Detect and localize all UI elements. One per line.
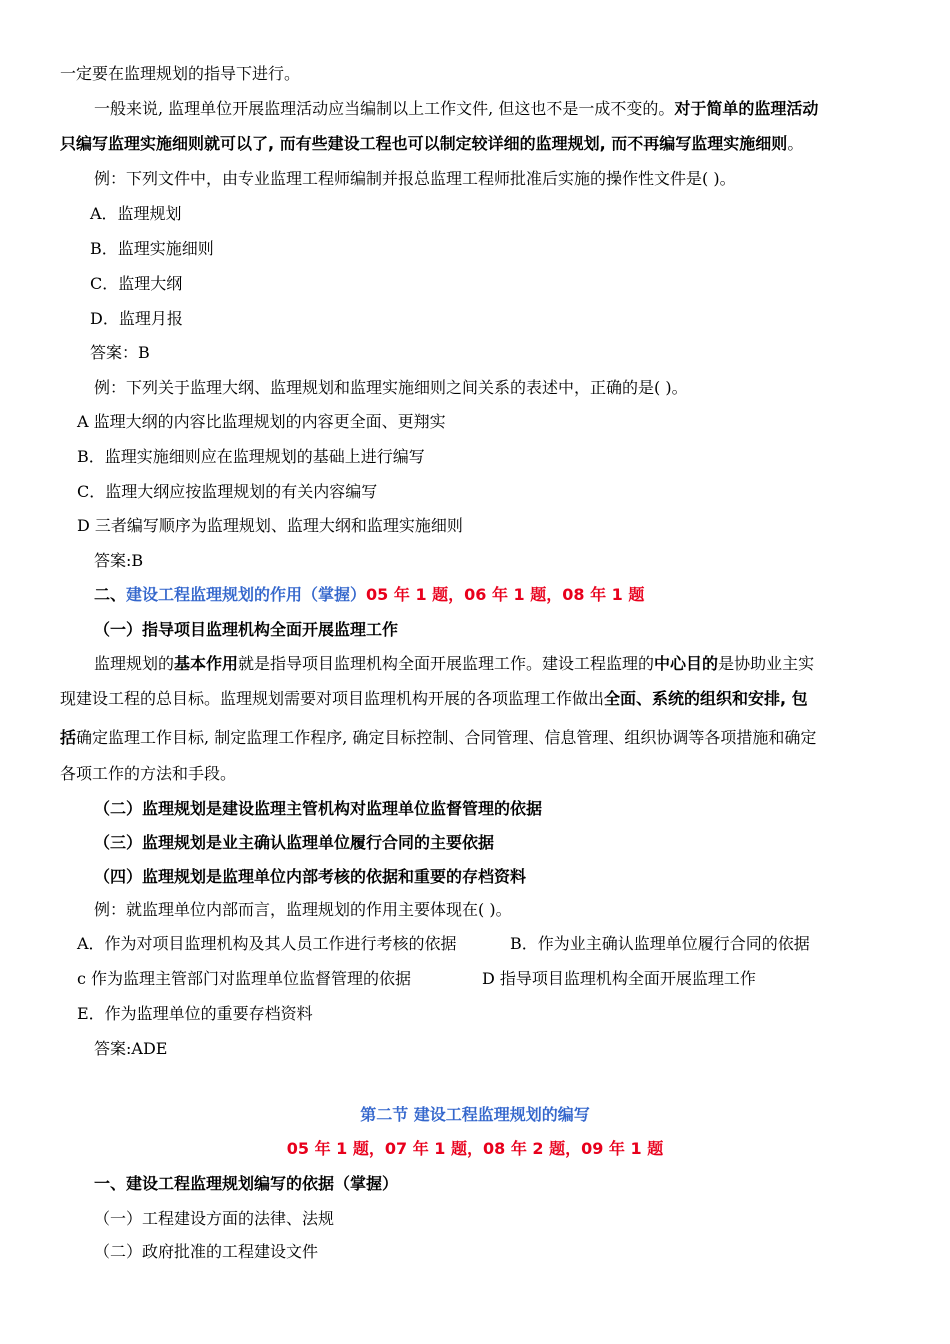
basis-item-1: （一）工程建设方面的法律、法规 [94,1209,335,1228]
role-para-line-4: 各项工作的方法和手段。 [60,764,237,783]
general-normal-text: 一般来说, 监理单位开展监理活动应当编制以上工作文件, 但这也不是一成不变的。 [94,99,675,118]
role-para-line-1 [94,654,814,674]
example-1-option-d: D．监理月报 [90,309,183,328]
role-para-bold: , 包 [780,689,808,708]
general-bold-text-2: 只编写监理实施细则就可以了, 而有些建设工程也可以制定较详细的监理规划, 而不再编写监理实施细则 [60,134,788,153]
general-para-line-1 [94,99,818,119]
example-1-option-b: B．监理实施细则 [90,239,214,258]
example-3-option-a: A．作为对项目监理机构及其人员工作进行考核的依据 [77,934,457,953]
role-para-line-3 [60,728,816,748]
basis-heading: 一、建设工程监理规划编写的依据（掌握） [94,1174,399,1193]
role-para-bold: 基本作用 [174,654,239,673]
general-bold-text: 对于简单的监理活动 [674,99,819,118]
section-2-stats: 05 年 1 题，06 年 1 题，08 年 1 题 [366,585,645,604]
subsection-3-heading: （三）监理规划是业主确认监理单位履行合同的主要依据 [94,833,495,852]
example-2-option-d: D 三者编写顺序为监理规划、监理大纲和监理实施细则 [77,516,463,535]
role-para-text: 现建设工程的总目标。监理规划需要对项目监理机构开展的各项监理工作做出 [60,689,605,708]
role-para-bold: 全面、系统的组织和安排 [604,689,781,708]
section-2-prefix: 二、 [94,585,127,604]
example-1-option-a: A．监理规划 [90,204,182,223]
role-para-text: 就是指导项目监理机构全面开展监理工作。建设工程监理的 [238,654,655,673]
general-end-text: 。 [787,134,804,153]
section-2-heading [94,585,644,605]
role-para-text: 确定监理工作目标, 制定监理工作程序, 确定目标控制、合同管理、信息管理、组织协调等各项措施和确定 [76,728,817,747]
subsection-2-heading: （二）监理规划是建设监理主管机构对监理单位监督管理的依据 [94,799,543,818]
example-2-option-a: A 监理大纲的内容比监理规划的内容更全面、更翔实 [77,412,446,431]
intro-end-line: 一定要在监理规划的指导下进行。 [60,64,301,83]
example-1-question: 例：下列文件中，由专业监理工程师编制并报总监理工程师批准后实施的操作性文件是( )。 [94,169,736,188]
example-3-option-e: E．作为监理单位的重要存档资料 [77,1004,313,1023]
example-1-answer: 答案：B [90,343,150,362]
section-stats: 05 年 1 题，07 年 1 题，08 年 2 题，09 年 1 题 [286,1139,664,1158]
example-3-question: 例：就监理单位内部而言，监理规划的作用主要体现在( )。 [94,900,512,919]
subsection-1-heading: （一）指导项目监理机构全面开展监理工作 [94,620,399,639]
role-para-line-2 [60,689,808,709]
example-3-option-c: c 作为监理主管部门对监理单位监督管理的依据 [77,969,412,988]
section-2-title: 建设工程监理规划的作用（掌握） [126,585,367,604]
example-2-answer: 答案:B [94,551,144,570]
role-para-bold: 中心目的 [654,654,719,673]
role-para-bold: 括 [60,728,77,747]
general-para-line-2 [60,134,803,154]
example-3-option-d: D 指导项目监理机构全面开展监理工作 [482,969,756,988]
example-2-question: 例：下列关于监理大纲、监理规划和监理实施细则之间关系的表述中，正确的是( )。 [94,378,688,397]
section-heading: 第二节 建设工程监理规划的编写 [360,1105,590,1124]
example-3-option-b: B．作为业主确认监理单位履行合同的依据 [510,934,810,953]
subsection-4-heading: （四）监理规划是监理单位内部考核的依据和重要的存档资料 [94,867,527,886]
role-para-text: 监理规划的 [94,654,175,673]
role-para-text: 是协助业主实 [718,654,815,673]
example-1-option-c: C．监理大纲 [90,274,183,293]
example-3-answer: 答案:ADE [94,1039,168,1058]
example-2-option-c: C．监理大纲应按监理规划的有关内容编写 [77,482,378,501]
basis-item-2: （二）政府批准的工程建设文件 [94,1242,319,1261]
example-2-option-b: B．监理实施细则应在监理规划的基础上进行编写 [77,447,425,466]
